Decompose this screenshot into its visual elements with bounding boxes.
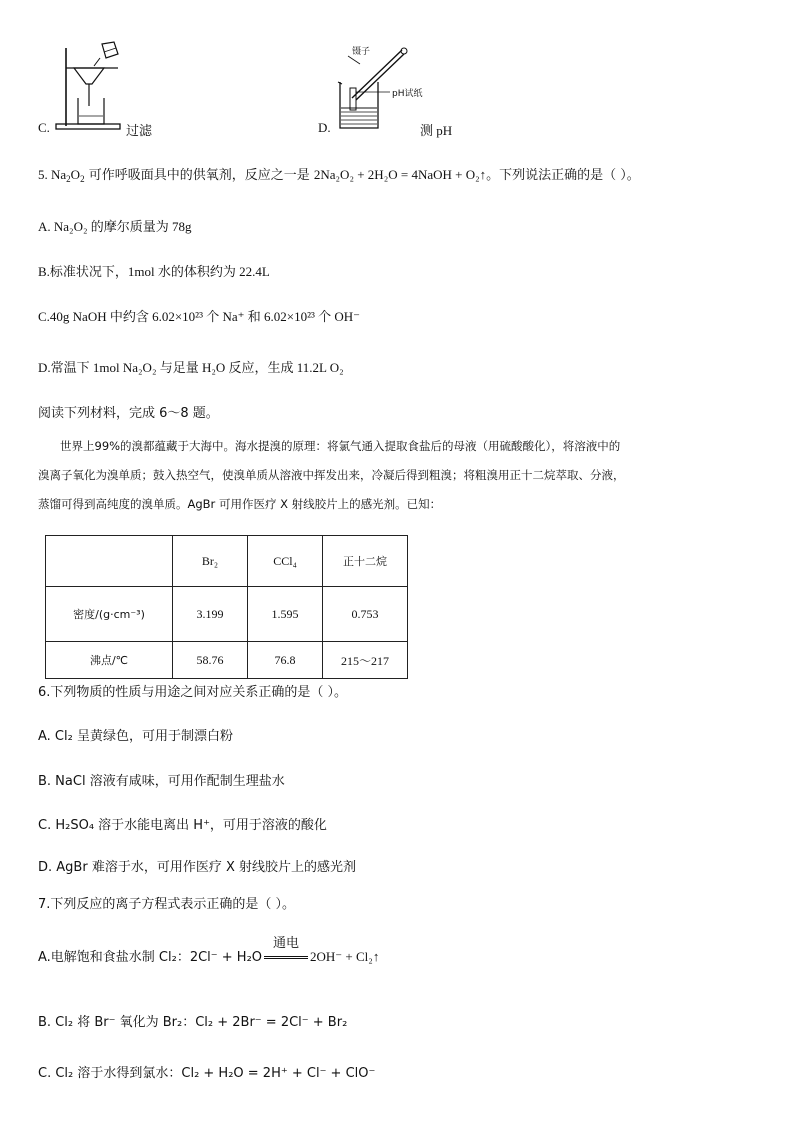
q7-option-b: B. Cl₂ 将 Br⁻ 氧化为 Br₂：Cl₂ + 2Br⁻ = 2Cl⁻ + Br₂ <box>38 1015 348 1030</box>
table-row <box>46 642 408 679</box>
q5-stem: 5. $Na_2O_2$ 可作呼吸面具中的供氧剂，反应之一是 2Na₂O₂ + 2H₂O = 4NaOH + O₂↑。下列说法正确的是（ ）。 <box>38 167 640 184</box>
table-header-cell: Br₂ <box>173 536 248 587</box>
option-c-label: C. <box>38 120 50 135</box>
table-row <box>46 587 408 642</box>
q5-option-c: C.40g NaOH 中约含 6.02×10²³ 个 Na⁺ 和 6.02×10²³ 个 OH⁻ <box>38 309 361 324</box>
table-cell: 沸点/℃ <box>46 642 173 679</box>
q6-option-b: B. NaCl 溶液有咸味，可用作配制生理盐水 <box>38 774 285 789</box>
option-c-caption: 过滤 <box>126 124 153 139</box>
passage-line-2: 溴离子氧化为溴单质；鼓入热空气，使溴单质从溶液中挥发出来，冷凝后得到粗溴；将粗溴用正十二烷萃取、分液， <box>38 468 625 482</box>
option-d-label: D. <box>318 120 331 135</box>
electrolysis-condition: 通电 <box>273 936 300 951</box>
properties-table <box>45 535 408 679</box>
q6-stem: 6.下列物质的性质与用途之间对应关系正确的是（ ）。 <box>38 685 348 700</box>
q6-option-a: A. Cl₂ 呈黄绿色，可用于制漂白粉 <box>38 729 233 744</box>
reading-intro: 阅读下列材料，完成 6～8 题。 <box>38 406 219 421</box>
q6-option-d: D. AgBr 难溶于水，可用作医疗 X 射线胶片上的感光剂 <box>38 860 356 875</box>
q5-option-b: B.标准状况下，1mol 水的体积约为 22.4L <box>38 264 270 279</box>
table-cell: 密度/(g·cm⁻³) <box>46 587 173 642</box>
table-header-cell: 正十二烷 <box>323 536 408 587</box>
q5-option-a: A. Na₂O₂ 的摩尔质量为 78g <box>38 219 192 234</box>
ph-paper-label: pH试纸 <box>392 89 423 99</box>
table-header-row <box>46 536 408 587</box>
filtration-apparatus-icon <box>52 40 128 134</box>
table-header-cell: CCl₄ <box>248 536 323 587</box>
tweezers-label: 镊子 <box>352 47 371 57</box>
table-cell: 58.76 <box>173 642 248 679</box>
table-header-cell <box>46 536 173 587</box>
table-cell: 1.595 <box>248 587 323 642</box>
q7-stem: 7.下列反应的离子方程式表示正确的是（ ）。 <box>38 897 296 912</box>
q7-option-a: A.电解饱和食盐水制 Cl₂：2Cl⁻ + H₂O 通电 2OH⁻ + Cl₂↑ <box>38 946 379 965</box>
q5-option-d: D.常温下 1mol Na₂O₂ 与足量 H₂O 反应，生成 11.2L O₂ <box>38 360 344 375</box>
option-d-caption: 测 pH <box>420 123 453 138</box>
table-cell: 215～217 <box>323 642 408 679</box>
table-cell: 0.753 <box>323 587 408 642</box>
table-cell: 76.8 <box>248 642 323 679</box>
passage-line-3: 蒸馏可得到高纯度的溴单质。AgBr 可用作医疗 X 射线胶片上的感光剂。已知： <box>38 497 442 511</box>
reading-passage <box>38 432 758 519</box>
q6-option-c: C. H₂SO₄ 溶于水能电离出 H⁺，可用于溶液的酸化 <box>38 818 327 833</box>
passage-line-1: 世界上99%的溴都蕴藏于大海中。海水提溴的原理：将氯气通入提取食盐后的母液（用硫酸酸化），将溶液中的 <box>60 439 621 453</box>
table-cell: 3.199 <box>173 587 248 642</box>
q7-option-c: C. Cl₂ 溶于水得到氯水：Cl₂ + H₂O = 2H⁺ + Cl⁻ + ClO⁻ <box>38 1066 376 1081</box>
